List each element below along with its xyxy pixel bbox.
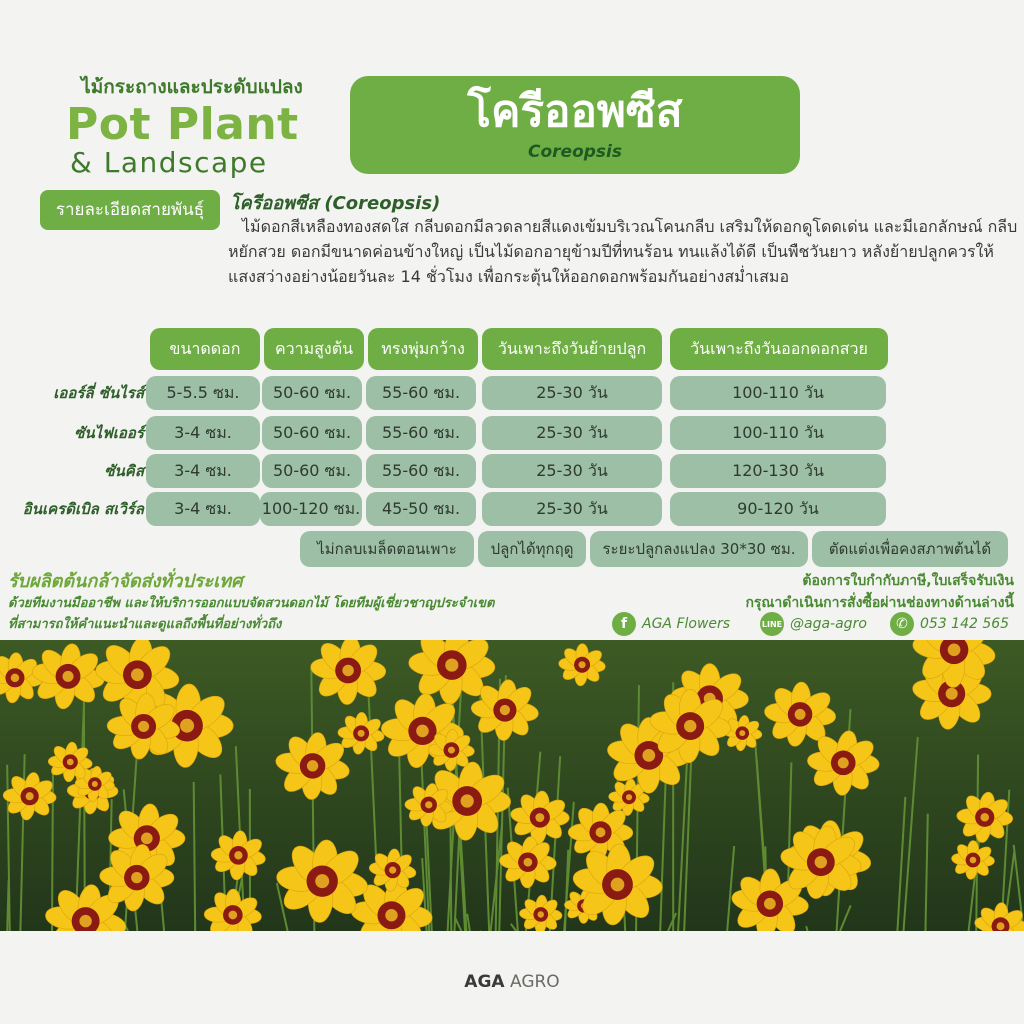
table-cell: 55-60 ซม.: [366, 376, 476, 410]
table-cell: 50-60 ซม.: [262, 454, 362, 488]
contact-line-label: @aga-agro: [790, 616, 867, 632]
table-cell: 45-50 ซม.: [366, 492, 476, 526]
promo-line: ที่สามารถให้คำแนะนำและดูแลถึงพื้นที่อย่างทั่วถึง: [8, 617, 282, 632]
contact-facebook-label: AGA Flowers: [642, 616, 731, 632]
brand-title-landscape: & Landscape: [70, 146, 268, 179]
promo-title: รับผลิตต้นกล้าจัดส่งทั่วประเทศ: [8, 571, 243, 592]
order-info-line: ต้องการใบกำกับภาษี,ใบเสร็จรับเงิน: [802, 573, 1014, 589]
table-cell: 50-60 ซม.: [262, 376, 362, 410]
table-cell: 55-60 ซม.: [366, 416, 476, 450]
table-header-transplant-days: วันเพาะถึงวันย้ายปลูก: [482, 328, 662, 370]
table-cell: 3-4 ซม.: [146, 454, 260, 488]
title-banner: [350, 76, 800, 174]
footer-brand: [0, 972, 1024, 992]
title-thai: โครีออพซีส: [467, 86, 683, 137]
table-cell: 120-130 วัน: [670, 454, 886, 488]
title-english: Coreopsis: [528, 142, 622, 162]
note-spacing: ระยะปลูกลงแปลง 30*30 ซม.: [590, 531, 808, 567]
footer-brand-bold: AGA: [464, 972, 505, 992]
table-cell: 5-5.5 ซม.: [146, 376, 260, 410]
description-body: ไม้ดอกสีเหลืองทองสดใส กลีบดอกมีลวดลายสีแดงเข้มบริเวณโคนกลีบ เสริมให้ดอกดูโดดเด่น และมีเอกลักษณ์ กลีบหยักสวย ดอกมีขนาดค่อนข้างใหญ่ เป็นไม้ดอกอายุข้ามปีที่ทนร้อน ทนแล้งได้ดี เป็นพืชวันยาว หลังย้ายปลูกควรให้แสงสว่างอย่างน้อยวันละ 14 ชั่วโมง เพื่อกระตุ้นให้ออกดอกพร้อมกันอย่างสม่ำเสมอ: [228, 217, 1018, 286]
footer-brand-regular: AGRO: [509, 972, 560, 992]
line-icon: LINE: [760, 612, 784, 636]
flower-stem: [806, 926, 807, 931]
table-cell: 25-30 วัน: [482, 492, 662, 526]
table-cell: 25-30 วัน: [482, 454, 662, 488]
table-cell: 3-4 ซม.: [146, 416, 260, 450]
table-cell: 50-60 ซม.: [262, 416, 362, 450]
detail-tag: รายละเอียดสายพันธุ์: [40, 190, 220, 230]
contact-facebook[interactable]: [612, 610, 730, 638]
description-title: โครีออพซีส (Coreopsis): [230, 193, 441, 214]
note-pruning: ตัดแต่งเพื่อคงสภาพต้นได้: [812, 531, 1008, 567]
table-header-flower-size: ขนาดดอก: [150, 328, 260, 370]
table-cell: 100-120 ซม.: [260, 492, 362, 526]
phone-icon: ✆: [890, 612, 914, 636]
table-cell: 100-110 วัน: [670, 416, 886, 450]
order-info-line: กรุณาดำเนินการสั่งซื้อผ่านช่องทางด้านล่างนี้: [745, 595, 1014, 611]
note-no-seed-cover: ไม่กลบเมล็ดตอนเพาะ: [300, 531, 474, 567]
note-any-season: ปลูกได้ทุกฤดู: [478, 531, 586, 567]
promo-line: ด้วยทีมงานมืออาชีพ และให้บริการออกแบบจัดสวนดอกไม้ โดยทีมผู้เชี่ยวชาญประจำเขต: [8, 596, 495, 611]
contact-phone[interactable]: [890, 610, 1009, 638]
table-cell: 3-4 ซม.: [146, 492, 260, 526]
facebook-icon: f: [612, 612, 636, 636]
table-row-label: อินเครดิเบิล สเวิร์ล: [22, 500, 144, 518]
table-header-spread: ทรงพุ่มกว้าง: [368, 328, 478, 370]
table-header-height: ความสูงต้น: [264, 328, 364, 370]
flower-field-illustration: [0, 640, 1024, 931]
table-header-bloom-days: วันเพาะถึงวันออกดอกสวย: [670, 328, 888, 370]
coreopsis-flower-photo: [0, 640, 1024, 931]
table-row-label: เออร์ลี่ ซันไรส์: [53, 384, 144, 402]
table-cell: 55-60 ซม.: [366, 454, 476, 488]
table-cell: 25-30 วัน: [482, 416, 662, 450]
brand-title-pot-plant: Pot Plant: [66, 99, 299, 150]
table-cell: 90-120 วัน: [670, 492, 886, 526]
contact-line[interactable]: [760, 610, 867, 638]
table-row-label: ซันไฟเออร์: [74, 424, 144, 442]
brand-thai-subtitle: ไม้กระถางและประดับแปลง: [81, 76, 303, 98]
contact-phone-label: 053 142 565: [920, 616, 1010, 632]
table-cell: 25-30 วัน: [482, 376, 662, 410]
table-row-label: ซันคิส: [104, 462, 144, 480]
table-cell: 100-110 วัน: [670, 376, 886, 410]
